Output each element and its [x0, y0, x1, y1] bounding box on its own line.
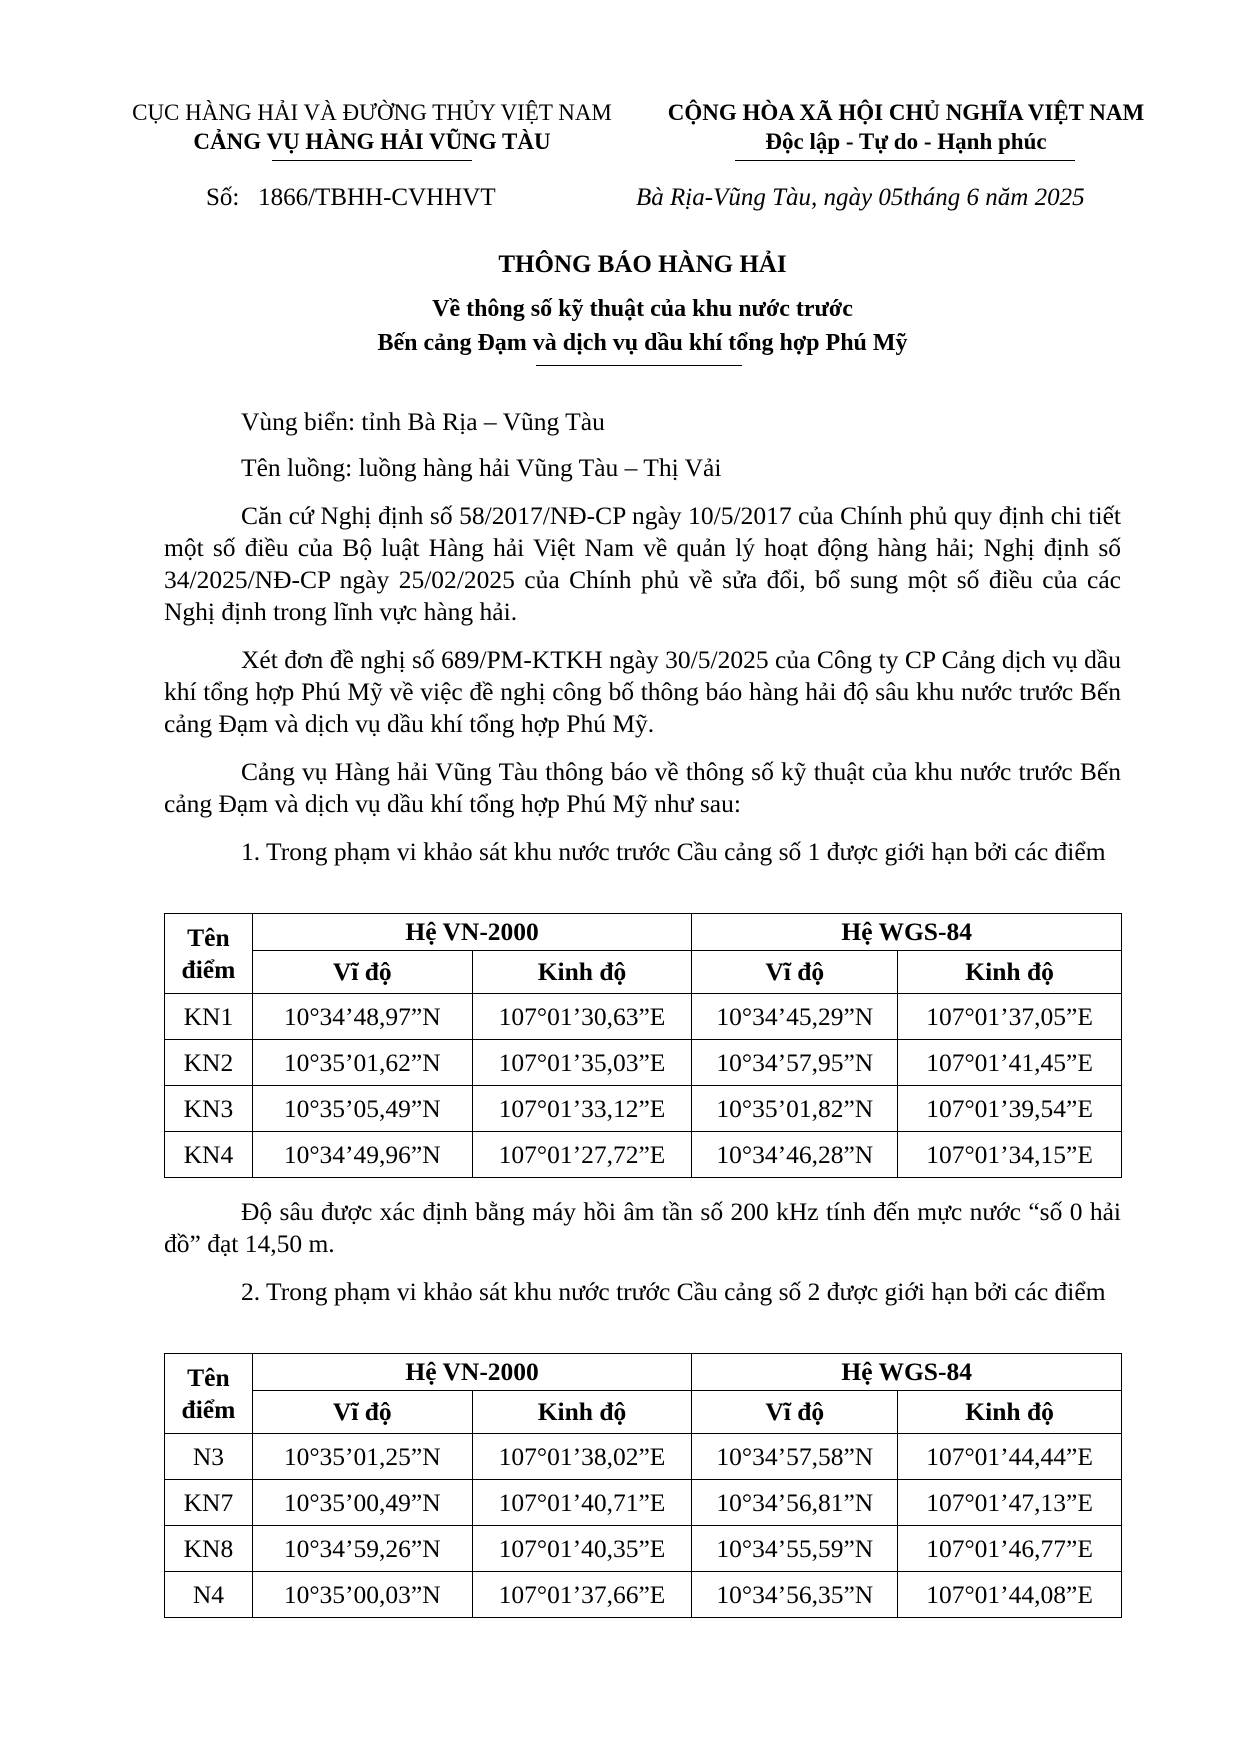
wgs84-longitude: 107°01’47,13”E: [898, 1480, 1122, 1526]
table-row: [165, 1572, 1122, 1618]
wgs84-latitude: 10°34’56,35”N: [692, 1572, 898, 1618]
wgs84-longitude: 107°01’37,05”E: [898, 994, 1122, 1040]
point-name: KN3: [165, 1086, 253, 1132]
vn2000-longitude: 107°01’40,35”E: [472, 1526, 692, 1572]
page-title: THÔNG BÁO HÀNG HẢI: [498, 251, 787, 278]
wgs84-latitude: 10°34’45,29”N: [692, 994, 898, 1040]
wgs84-longitude: 107°01’34,15”E: [898, 1132, 1122, 1178]
country-name: CỘNG HÒA XÃ HỘI CHỦ NGHĨA VIỆT NAM: [667, 100, 1145, 125]
wgs84-latitude: 10°35’01,82”N: [692, 1086, 898, 1132]
point-name: N4: [165, 1572, 253, 1618]
wgs84-longitude: 107°01’46,77”E: [898, 1526, 1122, 1572]
vn2000-latitude: 10°35’00,03”N: [252, 1572, 472, 1618]
header-wgs84: Hệ WGS-84: [692, 1354, 1122, 1391]
vn2000-longitude: 107°01’33,12”E: [472, 1086, 692, 1132]
header-latitude: Vĩ độ: [252, 951, 472, 994]
wgs84-latitude: 10°34’57,58”N: [692, 1434, 898, 1480]
announcement-paragraph: Cảng vụ Hàng hải Vũng Tàu thông báo về thông số kỹ thuật của khu nước trước Bến cảng Đạm và dịch vụ dầu khí tổng hợp Phú Mỹ như sau:: [164, 757, 1121, 818]
document-number: Số: 1866/TBHH-CVHHVT: [206, 184, 496, 211]
wgs84-latitude: 10°34’55,59”N: [692, 1526, 898, 1572]
legal-basis: Căn cứ Nghị định số 58/2017/NĐ-CP ngày 10/5/2017 của Chính phủ quy định chi tiết một số điều của Bộ luật Hàng hải Việt Nam về quản lý hoạt động hàng hải; Nghị định số 34/2025/NĐ-CP ngày 25/02/2025 của Chính phủ về sửa đổi, bổ sung một số điều của các Nghị định trong lĩnh vực hàng hải.: [164, 501, 1121, 626]
vn2000-longitude: 107°01’40,71”E: [472, 1480, 692, 1526]
item-2: 2. Trong phạm vi khảo sát khu nước trước Cầu cảng số 2 được giới hạn bởi các điểm: [241, 1277, 1106, 1306]
vn2000-longitude: 107°01’35,03”E: [472, 1040, 692, 1086]
header-vn2000: Hệ VN-2000: [252, 914, 692, 951]
coordinates-table-2: [164, 1353, 1122, 1618]
header-vn2000: Hệ VN-2000: [252, 1354, 692, 1391]
agency-parent: CỤC HÀNG HẢI VÀ ĐƯỜNG THỦY VIỆT NAM: [132, 100, 612, 125]
header-point-name: Tên điểm: [165, 914, 253, 994]
request-paragraph: Xét đơn đề nghị số 689/PM-KTKH ngày 30/5/2025 của Công ty CP Cảng dịch vụ dầu khí tổng hợp Phú Mỹ về việc đề nghị công bố thông báo hàng hải độ sâu khu nước trước Bến cảng Đạm và dịch vụ dầu khí tổng hợp Phú Mỹ.: [164, 645, 1121, 738]
vn2000-longitude: 107°01’37,66”E: [472, 1572, 692, 1618]
table-row: [165, 1480, 1122, 1526]
table-row: [165, 1132, 1122, 1178]
wgs84-longitude: 107°01’39,54”E: [898, 1086, 1122, 1132]
channel-name: Tên luồng: luồng hàng hải Vũng Tàu – Thị Vải: [241, 453, 722, 482]
wgs84-latitude: 10°34’57,95”N: [692, 1040, 898, 1086]
wgs84-latitude: 10°34’46,28”N: [692, 1132, 898, 1178]
national-motto: Độc lập - Tự do - Hạnh phúc: [765, 129, 1047, 154]
table-row: [165, 1526, 1122, 1572]
header-longitude: Kinh độ: [472, 951, 692, 994]
vn2000-latitude: 10°35’01,62”N: [252, 1040, 472, 1086]
agency-name: CẢNG VỤ HÀNG HẢI VŨNG TÀU: [193, 129, 551, 154]
vn2000-latitude: 10°35’00,49”N: [252, 1480, 472, 1526]
vn2000-latitude: 10°34’59,26”N: [252, 1526, 472, 1572]
vn2000-longitude: 107°01’38,02”E: [472, 1434, 692, 1480]
table-row: [165, 994, 1122, 1040]
point-name: KN7: [165, 1480, 253, 1526]
wgs84-longitude: 107°01’41,45”E: [898, 1040, 1122, 1086]
wgs84-longitude: 107°01’44,44”E: [898, 1434, 1122, 1480]
point-name: N3: [165, 1434, 253, 1480]
vn2000-latitude: 10°35’01,25”N: [252, 1434, 472, 1480]
header-latitude: Vĩ độ: [252, 1391, 472, 1434]
point-name: KN8: [165, 1526, 253, 1572]
wgs84-longitude: 107°01’44,08”E: [898, 1572, 1122, 1618]
item-1: 1. Trong phạm vi khảo sát khu nước trước Cầu cảng số 1 được giới hạn bởi các điểm: [241, 837, 1106, 866]
wgs84-latitude: 10°34’56,81”N: [692, 1480, 898, 1526]
header-longitude: Kinh độ: [898, 1391, 1122, 1434]
header-longitude: Kinh độ: [898, 951, 1122, 994]
vn2000-latitude: 10°35’05,49”N: [252, 1086, 472, 1132]
depth-note: Độ sâu được xác định bằng máy hồi âm tần số 200 kHz tính đến mực nước “số 0 hải đồ” đạt 14,50 m.: [164, 1197, 1121, 1258]
header-point-name: Tên điểm: [165, 1354, 253, 1434]
table-row: [165, 1040, 1122, 1086]
document-date: Bà Rịa-Vũng Tàu, ngày 05tháng 6 năm 2025: [636, 184, 1085, 211]
motto-underline: [735, 160, 1075, 161]
table-row: [165, 1086, 1122, 1132]
point-name: KN2: [165, 1040, 253, 1086]
header-latitude: Vĩ độ: [692, 951, 898, 994]
agency-underline: [272, 160, 472, 161]
title-underline: [536, 365, 742, 366]
table-row: [165, 1434, 1122, 1480]
header-wgs84: Hệ WGS-84: [692, 914, 1122, 951]
vn2000-latitude: 10°34’48,97”N: [252, 994, 472, 1040]
subtitle-line2: Bến cảng Đạm và dịch vụ dầu khí tổng hợp Phú Mỹ: [377, 330, 908, 356]
point-name: KN1: [165, 994, 253, 1040]
header-longitude: Kinh độ: [472, 1391, 692, 1434]
header-latitude: Vĩ độ: [692, 1391, 898, 1434]
sea-area: Vùng biển: tỉnh Bà Rịa – Vũng Tàu: [241, 407, 605, 436]
vn2000-longitude: 107°01’27,72”E: [472, 1132, 692, 1178]
point-name: KN4: [165, 1132, 253, 1178]
subtitle-line1: Về thông số kỹ thuật của khu nước trước: [432, 296, 853, 322]
coordinates-table-1: [164, 913, 1122, 1178]
vn2000-longitude: 107°01’30,63”E: [472, 994, 692, 1040]
vn2000-latitude: 10°34’49,96”N: [252, 1132, 472, 1178]
